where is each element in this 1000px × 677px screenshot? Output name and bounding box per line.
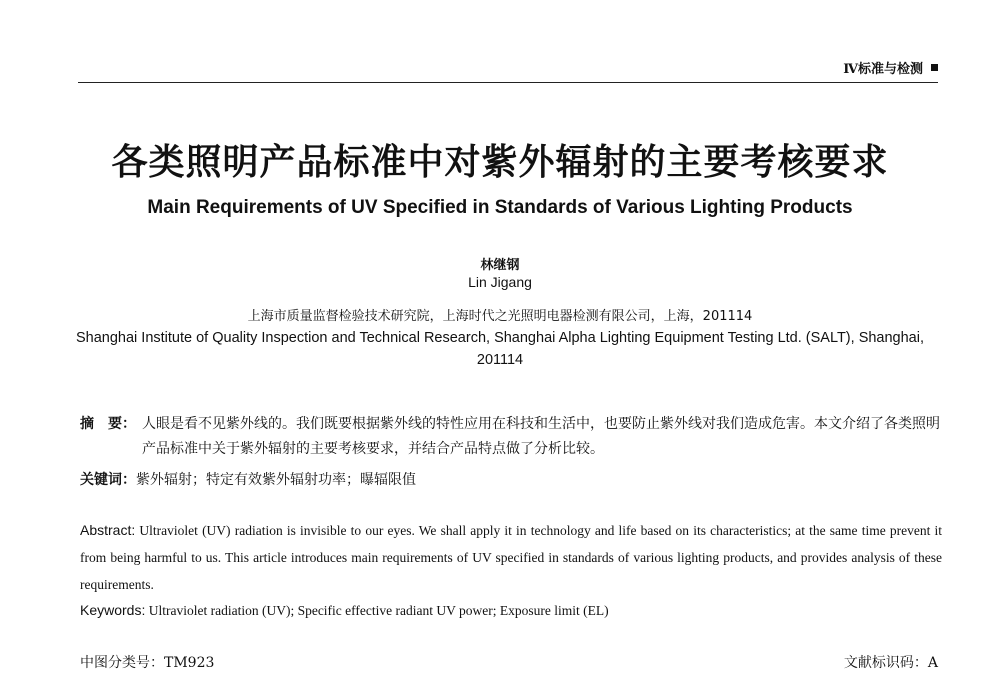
abstract-chinese-text: 人眼是看不见紫外线的。我们既要根据紫外线的特性应用在科技和生活中，也要防止紫外线对我们造成危害。本文介绍了各类照明产品标准中关于紫外辐射的主要考核要求，并结合产品特点做了分析比较。: [142, 416, 940, 457]
document-code: 文献标识码：A: [843, 655, 938, 671]
title-english: Main Requirements of UV Specified in Standards of Various Lighting Products: [147, 197, 853, 218]
section-label: Ⅳ标准与检测: [843, 62, 923, 77]
abstract-english-text: Ultraviolet (UV) radiation is invisible to our eyes. We shall apply it in technology and life based on its characteristics; at the same time prevent it from being harmful to us. This article introduces main requirements of UV specified in standards of various lighting products, and provides analysis of these requirements.: [80, 523, 942, 592]
abstract-english-label: Abstract:: [80, 522, 136, 538]
section-square-icon: [931, 64, 938, 71]
keywords-english-text: Ultraviolet radiation (UV); Specific effective radiant UV power; Exposure limit (EL): [148, 603, 609, 618]
keywords-english-label: Keywords:: [80, 602, 146, 618]
affiliation-chinese: 上海市质量监督检验技术研究院，上海时代之光照明电器检测有限公司，上海，201114: [247, 309, 753, 324]
keywords-chinese-label: 关键词：: [80, 472, 136, 488]
header-divider: [78, 82, 938, 83]
keywords-english: [80, 600, 942, 621]
classification-number: 中图分类号：TM923: [80, 655, 215, 671]
keywords-chinese-text: 紫外辐射；特定有效紫外辐射功率；曝辐限值: [136, 472, 416, 488]
abstract-english: [80, 517, 942, 598]
keywords-chinese: [80, 470, 940, 490]
author-english: Lin Jigang: [468, 274, 532, 290]
abstract-chinese-label: 摘 要：: [80, 416, 136, 432]
author-chinese: 林继钢: [480, 258, 520, 273]
running-header: [843, 58, 938, 77]
title-chinese: 各类照明产品标准中对紫外辐射的主要考核要求: [111, 142, 889, 183]
abstract-chinese: [80, 412, 940, 462]
affiliation-english: Shanghai Institute of Quality Inspection and Technical Research, Shanghai Alpha Lighting Equipment Testing Ltd. (SALT), Shanghai, 201114: [76, 330, 924, 368]
